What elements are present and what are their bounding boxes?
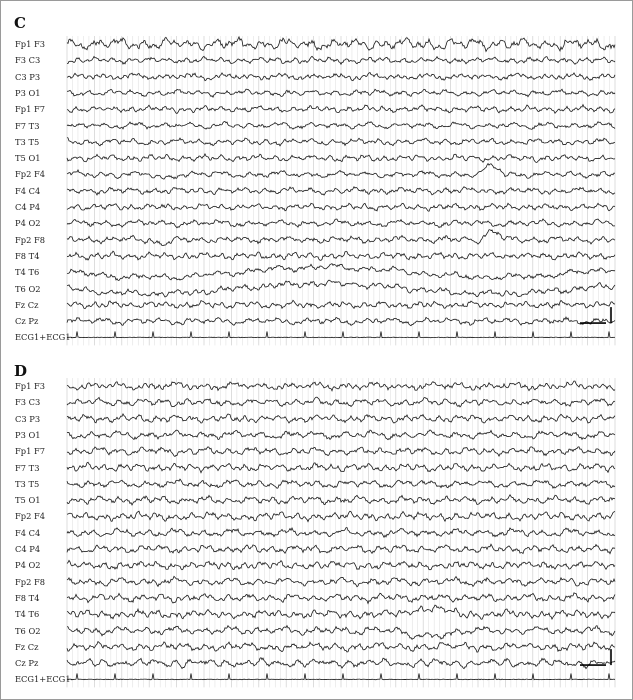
channel-label: F7 T3	[15, 120, 40, 131]
channel-label: F4 C4	[15, 185, 41, 196]
panel-letter: C	[14, 14, 26, 32]
channel-label: P3 O1	[15, 429, 41, 440]
eeg-panel-c	[0, 8, 633, 353]
eeg-trace-area	[0, 8, 633, 353]
channel-label: F3 C3	[15, 55, 41, 66]
channel-label: Cz Pz	[15, 658, 39, 669]
channel-label: F8 T4	[15, 250, 40, 261]
channel-label: F4 C4	[15, 527, 41, 538]
channel-label: ECG1+ECG1-	[15, 332, 74, 343]
channel-label: F3 C3	[15, 397, 41, 408]
channel-label: ECG1+ECG1-	[15, 674, 74, 685]
channel-label: T6 O2	[15, 283, 41, 294]
channel-label: Fp1 F7	[15, 446, 46, 457]
channel-label: Fz Cz	[15, 641, 39, 652]
channel-label: T5 O1	[15, 153, 41, 164]
channel-label: Fz Cz	[15, 299, 39, 310]
channel-label: P3 O1	[15, 87, 41, 98]
channel-label: T4 T6	[15, 609, 40, 620]
channel-label: Fp1 F3	[15, 381, 46, 391]
channel-label: T6 O2	[15, 625, 41, 636]
panel-letter: D	[14, 362, 28, 380]
channel-label: Fp2 F4	[15, 169, 46, 180]
channel-label: Fp2 F4	[15, 511, 46, 522]
channel-label: C3 P3	[15, 71, 41, 82]
eeg-panel-d	[0, 350, 633, 695]
channel-label: Fp1 F7	[15, 104, 46, 115]
channel-label: T4 T6	[15, 267, 40, 278]
channel-label: T3 T5	[15, 478, 40, 489]
channel-label: T3 T5	[15, 136, 40, 147]
channel-label: P4 O2	[15, 218, 41, 229]
channel-label: F7 T3	[15, 462, 40, 473]
channel-label: P4 O2	[15, 560, 41, 571]
channel-label: Fp1 F3	[15, 39, 46, 49]
calibration-bar-icon	[580, 307, 611, 323]
channel-label: C4 P4	[15, 202, 41, 212]
channel-label: C3 P3	[15, 413, 41, 424]
channel-label: Fp2 F8	[15, 234, 46, 245]
channel-label: C4 P4	[15, 544, 41, 554]
channel-label: F8 T4	[15, 592, 40, 603]
channel-label: Fp2 F8	[15, 576, 46, 587]
channel-label: Cz Pz	[15, 316, 39, 327]
channel-label: T5 O1	[15, 495, 41, 506]
eeg-trace-area	[0, 350, 633, 695]
